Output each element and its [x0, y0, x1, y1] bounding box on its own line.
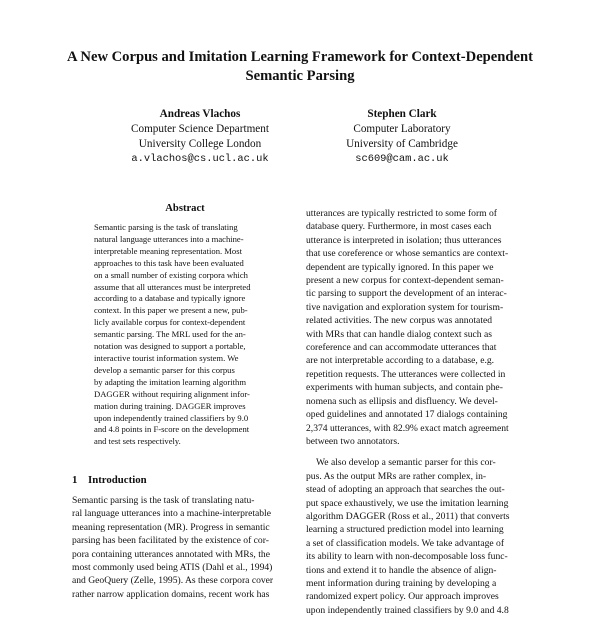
body-line: pora containing utterances annotated with MRs, the [72, 548, 270, 560]
body-line: coreference and can accommodate utterances that [306, 342, 497, 354]
right-paragraph-1 [306, 207, 528, 448]
body-line: tic parsing to support the development of an interac- [306, 288, 507, 300]
abstract-line: interpretable meaning representation. Most [94, 245, 242, 256]
paper-title [40, 48, 560, 86]
body-line: ment information during training by developing a [306, 577, 497, 589]
body-line: upon independently trained classifiers by 9.0 and 4.8 [306, 604, 509, 616]
abstract-line: semantic parsing. The MRL used for the an- [94, 329, 246, 340]
abstract-line: and test sets respectively. [94, 436, 181, 447]
section-heading-introduction [72, 473, 147, 487]
title-line: A New Corpus and Imitation Learning Framework for Context-Dependent [67, 49, 533, 65]
body-line: with MRs that can handle dialog context such as [306, 328, 492, 340]
abstract-line: licly available corpus for context-dependent [94, 317, 246, 328]
introduction-body [72, 494, 298, 601]
abstract-line: assume that all utterances must be interpreted [94, 281, 251, 292]
body-line: ral language utterances into a machine-interpretable [72, 508, 271, 520]
body-line: stead of adopting an approach that searches the out- [306, 484, 505, 496]
abstract-section [94, 202, 276, 448]
author-email: a.vlachos@cs.ucl.ac.uk [131, 153, 269, 165]
author-block-2 [287, 107, 517, 167]
body-line: We also develop a semantic parser for this cor- [316, 457, 496, 469]
body-line: related activities. The new corpus was annotated [306, 315, 493, 327]
author-affiliation: University College London [138, 138, 262, 150]
author-block-1 [85, 107, 315, 167]
body-line: utterance is interpreted in isolation; thus utterances [306, 234, 502, 246]
abstract-line: interactive tourist information system. We [94, 352, 239, 363]
abstract-text [94, 222, 276, 448]
intro-paragraph [72, 494, 298, 601]
body-line: parsing has been facilitated by the existence of cor- [72, 535, 269, 547]
body-line: algorithm DAGGER (Ross et al., 2011) that converts [306, 510, 510, 522]
body-line: between two annotators. [306, 435, 400, 447]
abstract-line: upon independently trained classifiers by 9.0 [94, 412, 249, 423]
body-line: most commonly used being ATIS (Dahl et al., 1994) [72, 562, 273, 574]
body-line: experiments with human subjects, and contain phe- [306, 382, 503, 394]
body-line: meaning representation (MR). Progress in semantic [72, 521, 270, 533]
abstract-line: notation was designed to support a portable, [94, 341, 246, 352]
body-line: utterances are typically restricted to some form of [306, 208, 497, 219]
body-line: its ability to learn with non-decomposable loss func- [306, 551, 508, 563]
body-line: oped guidelines and annotated 17 dialogs containing [306, 409, 508, 421]
body-line: 2,374 utterances, with 82.9% exact match agreement [306, 422, 509, 434]
section-title: Introduction [88, 474, 147, 486]
abstract-line: DAGGER without requiring alignment infor- [94, 388, 250, 399]
abstract-line: Semantic parsing is the task of translating [94, 222, 238, 232]
abstract-line: on a small number of existing corpora which [94, 269, 248, 280]
abstract-line: context. In this paper we present a new, pub- [94, 305, 248, 316]
body-line: present a new corpus for context-dependent seman- [306, 275, 504, 287]
body-line: that use coreference or whose semantics are context- [306, 248, 509, 260]
abstract-line: and 4.8 points in F-score on the development [94, 424, 250, 435]
abstract-line: by adapting the imitation learning algorithm [94, 376, 247, 387]
body-line: Semantic parsing is the task of translating natu- [72, 495, 255, 506]
right-paragraph-2 [306, 456, 528, 617]
author-affiliation: Computer Science Department [131, 123, 269, 135]
body-line: put space exhaustively, we use the imitation learning [306, 497, 509, 509]
author-affiliation: University of Cambridge [346, 138, 458, 150]
author-email: sc609@cam.ac.uk [355, 153, 449, 165]
abstract-line: approaches to this task have been evaluated [94, 257, 244, 268]
body-line: pus. As the output MRs are rather complex, in- [306, 470, 487, 482]
author-affiliation: Computer Laboratory [353, 123, 451, 135]
author-name: Stephen Clark [367, 108, 437, 120]
right-column-body [306, 207, 528, 617]
body-line: a set of classification models. We take advantage of [306, 537, 505, 549]
body-line: tions and extend it to handle the absence of align- [306, 564, 497, 576]
author-name: Andreas Vlachos [159, 108, 241, 120]
body-line: dependent are typically ignored. In this paper we [306, 261, 494, 273]
section-number: 1 [72, 474, 78, 486]
body-line: rather narrow application domains, recent work has [72, 588, 270, 600]
abstract-line: develop a semantic parser for this corpus [94, 364, 235, 375]
body-line: tive navigation and exploration system for tourism- [306, 301, 504, 313]
abstract-line: according to a database and typically ignore [94, 293, 246, 304]
body-line: randomized expert policy. Our approach improves [306, 591, 499, 603]
abstract-heading: Abstract [165, 203, 205, 214]
body-line: and GeoQuery (Zelle, 1995). As these corpora cover [72, 575, 274, 587]
abstract-line: natural language utterances into a machine- [94, 233, 244, 244]
body-line: nomena such as ellipsis and disfluency. We devel- [306, 395, 498, 407]
abstract-line: mation during training. DAGGER improves [94, 400, 246, 411]
body-line: are not interpretable according to a database, e.g. [306, 355, 495, 367]
body-line: repetition requests. The utterances were collected in [306, 368, 506, 380]
body-line: learning a structured prediction model into learning [306, 524, 504, 536]
title-line: Semantic Parsing [245, 68, 355, 84]
body-line: database query. Furthermore, in most cases each [306, 221, 492, 233]
